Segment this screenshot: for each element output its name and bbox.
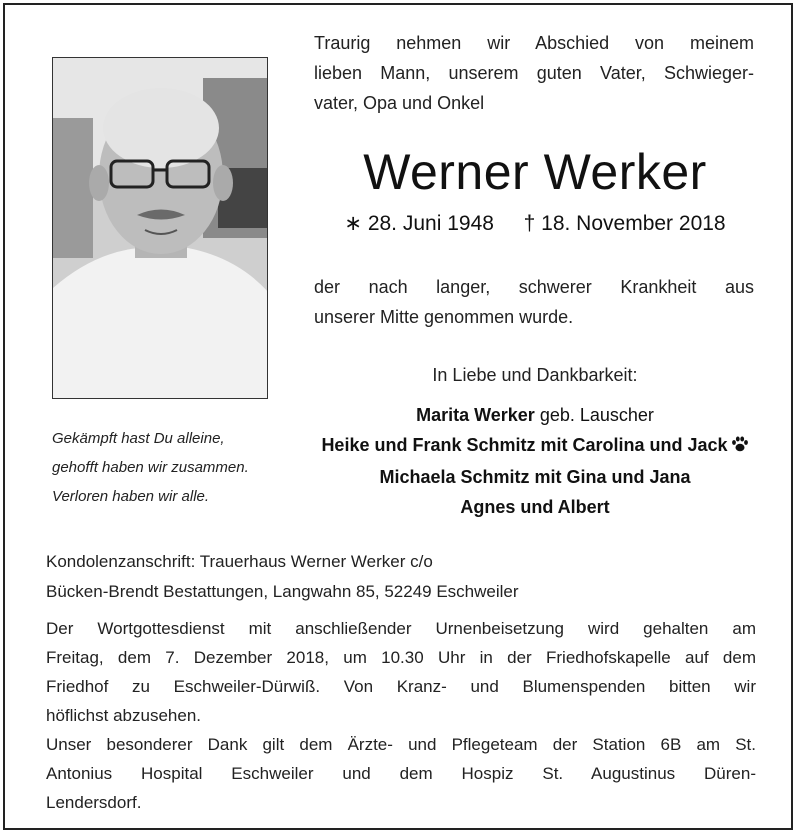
family-line-text: Heike und Frank Schmitz mit Carolina und Jack — [321, 435, 728, 455]
birth-date: 28. Juni 1948 — [367, 212, 494, 235]
family-line: Agnes und Albert — [460, 497, 610, 517]
illness-line: unserer Mitte genommen wurde. — [314, 307, 574, 327]
intro-line: vater, Opa und Onkel — [314, 93, 485, 113]
condolence-address — [46, 547, 766, 607]
intro-text — [314, 28, 754, 118]
closing-phrase: In Liebe und Dankbarkeit: — [432, 365, 638, 385]
intro-line: lieben Mann, unserem guten Vater, Schwieger- — [314, 63, 754, 83]
memorial-quote — [52, 424, 292, 511]
service-line: Antonius Hospital Eschweiler und dem Hospiz St. Augustinus Düren- — [46, 764, 756, 783]
service-line: Friedhof zu Eschweiler-Dürwiß. Von Kranz- und Blumenspenden bitten wir — [46, 677, 756, 696]
intro-line: Traurig nehmen wir Abschied von meinem — [314, 33, 754, 53]
service-line: höflichst abzusehen. — [46, 706, 201, 725]
family-signatures — [300, 400, 770, 522]
condolence-line: Kondolenzanschrift: Trauerhaus Werner Werker c/o — [46, 552, 433, 571]
death-cross-icon: † — [523, 212, 536, 235]
service-line: Der Wortgottesdienst mit anschließender Urnenbeisetzung wird gehalten am — [46, 619, 756, 638]
life-dates — [300, 211, 770, 236]
deceased-name: Werner Werker — [363, 144, 707, 200]
service-line: Freitag, dem 7. Dezember 2018, um 10.30 Uhr in der Friedhofskapelle auf dem — [46, 648, 756, 667]
paw-print-icon — [731, 432, 749, 462]
service-info — [46, 614, 756, 817]
portrait-photo — [52, 57, 268, 399]
death-date: 18. November 2018 — [541, 212, 726, 235]
quote-line: gehofft haben wir zusammen. — [52, 459, 249, 476]
quote-line: Verloren haben wir alle. — [52, 488, 210, 505]
birth-star-icon: ∗ — [344, 212, 362, 235]
service-line: Unser besonderer Dank gilt dem Ärzte- und Pflegeteam der Station 6B am St. — [46, 735, 756, 754]
quote-line: Gekämpft hast Du alleine, — [52, 430, 225, 447]
family-line — [300, 430, 770, 462]
illness-line: der nach langer, schwerer Krankheit aus — [314, 277, 754, 297]
family-line — [300, 400, 770, 430]
family-line: Michaela Schmitz mit Gina und Jana — [379, 467, 691, 487]
widow-name: Marita Werker — [416, 405, 535, 425]
widow-maiden-name: geb. Lauscher — [534, 405, 654, 425]
condolence-line: Bücken-Brendt Bestattungen, Langwahn 85, 52249 Eschweiler — [46, 582, 519, 601]
illness-text — [314, 272, 754, 332]
service-line: Lendersdorf. — [46, 793, 142, 812]
